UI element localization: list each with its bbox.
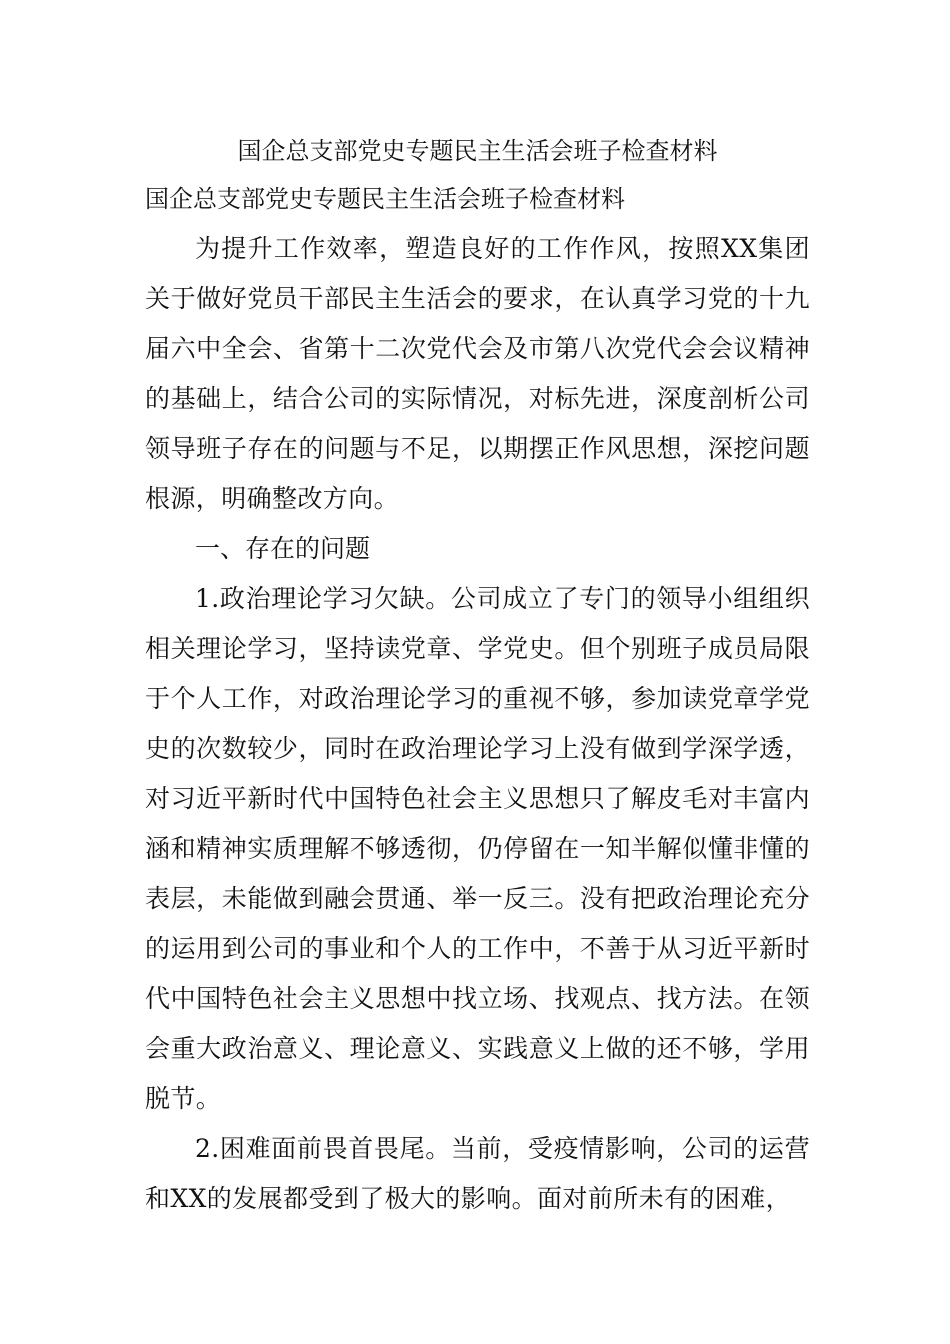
problem-item-1: 1.政治理论学习欠缺。公司成立了专门的领导小组组织相关理论学习，坚持读党章、学党史。但个别班子成员局限于个人工作，对政治理论学习的重视不够，参加读党章学党史的次数较少，同时在政治理论学习上没有做到学深学透，对习近平新时代中国特色社会主义思想只了解皮毛对丰富内涵和精神实质理解不够透彻，仍停留在一知半解似懂非懂的表层，未能做到融会贯通、举一反三。没有把政治理论充分的运用到公司的事业和个人的工作中，不善于从习近平新时代中国特色社会主义思想中找立场、找观点、找方法。在领会重大政治意义、理论意义、实践意义上做的还不够，学用脱节。: [145, 584, 810, 1113]
document-title: 国企总支部党史专题民主生活会班子检查材料: [237, 137, 718, 165]
document-subtitle: 国企总支部党史专题民主生活会班子检查材料: [145, 185, 625, 213]
document-body: [145, 128, 810, 1224]
section-heading: 一、存在的问题: [195, 534, 371, 563]
problem-item-2: 2.困难面前畏首畏尾。当前，受疫情影响，公司的运营和XX的发展都受到了极大的影响。面对前所未有的困难，: [145, 1134, 810, 1213]
intro-paragraph: 为提升工作效率，塑造良好的工作作风，按照XX集团关于做好党员干部民主生活会的要求，在认真学习党的十九届六中全会、省第十二次党代会及市第八次党代会会议精神的基础上，结合公司的实际情况，对标先进，深度剖析公司领导班子存在的问题与不足，以期摆正作风思想，深挖问题根源，明确整改方向。: [145, 234, 810, 513]
